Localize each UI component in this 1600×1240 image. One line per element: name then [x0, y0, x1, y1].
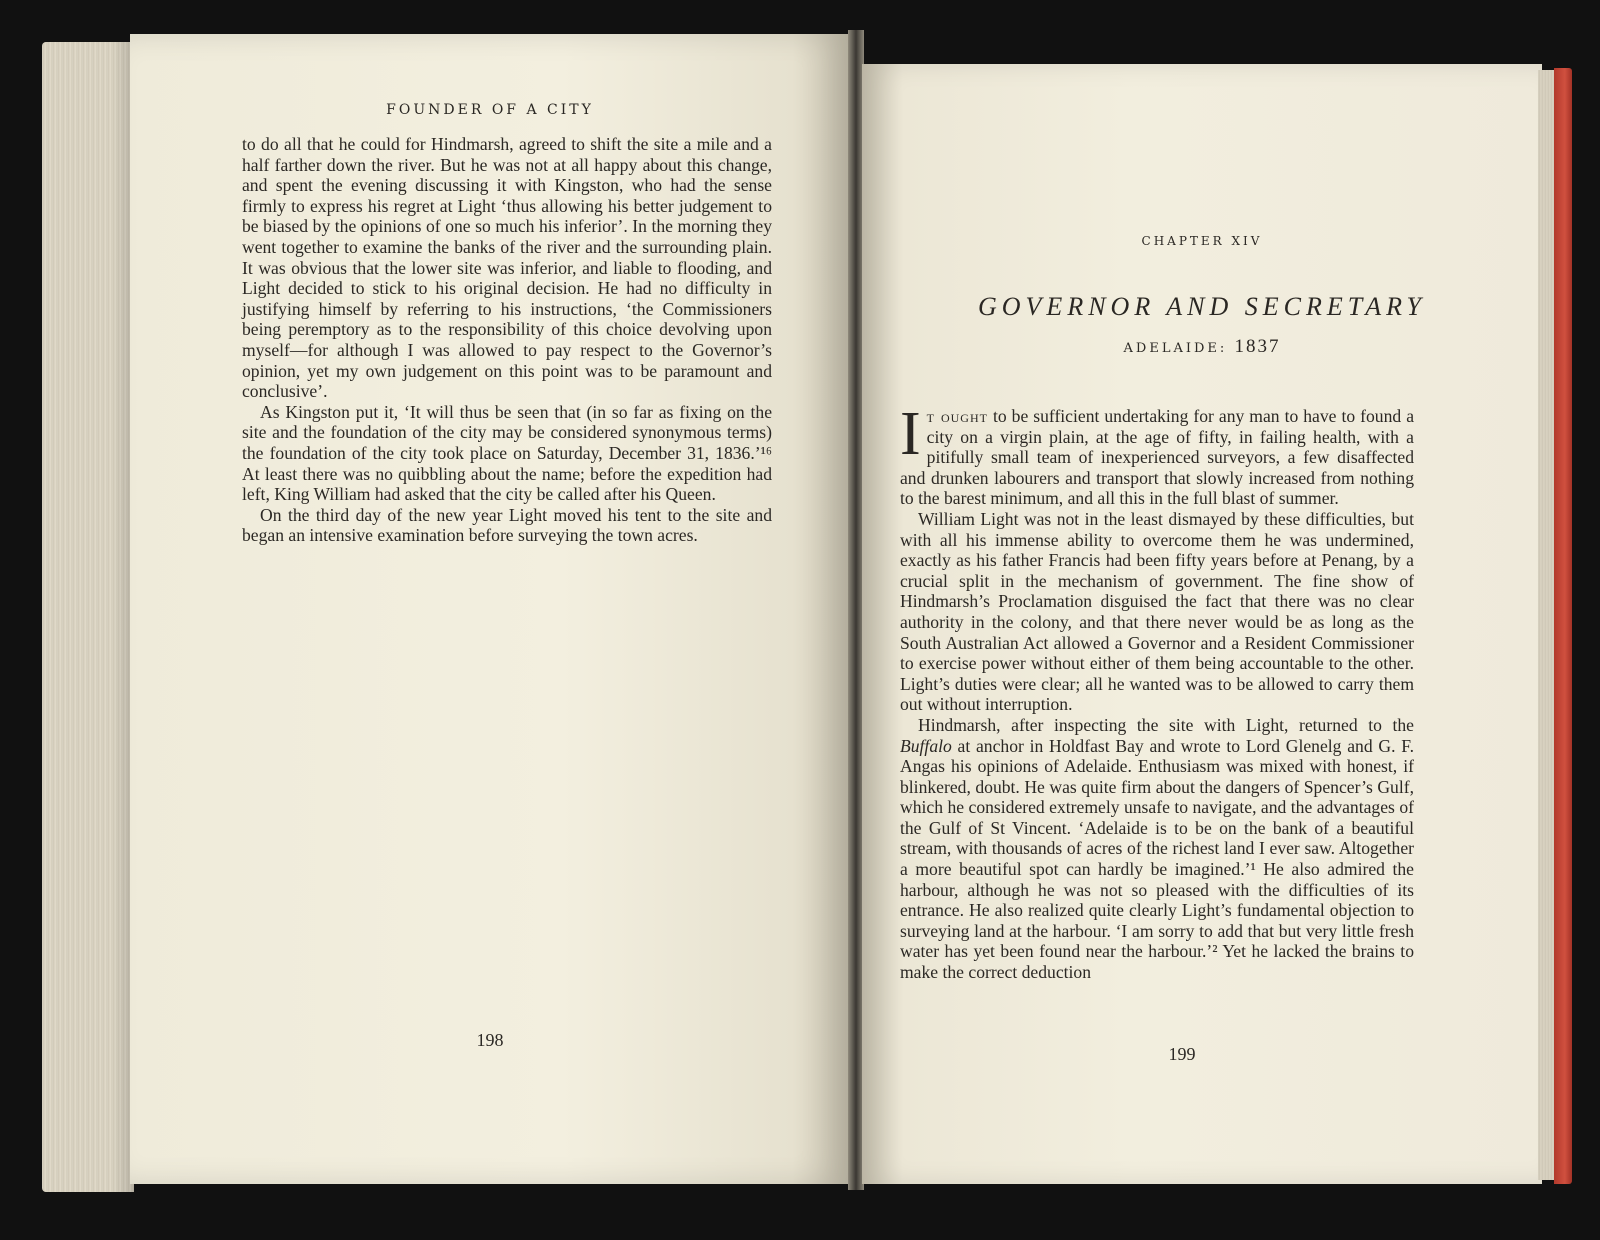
left-paragraph-1: to do all that he could for Hindmarsh, agreed to shift the site a mile and a half farther down the river. But he was not at all happy about this change, and spent the evening discussing it with Kingston, who had the sense firmly to express his regret at Light ‘thus allowing his better judgement to be biased by the opinions of one so much his inferior’. In the morning they went together to examine the banks of the river and the surrounding plain. It was obvious that the lower site was inferior, and liable to flooding, and Light decided to stick to his original decision. He had no difficulty in justifying himself by referring to his instructions, ‘the Commissioners being peremptory as to the responsibility of this choice devolving upon myself—for although I was allowed to pay respect to the Governor’s opinion, yet my own judgement on this point was to be paramount and conclusive’.	[242, 134, 772, 402]
chapter-title: GOVERNOR AND SECRETARY	[978, 292, 1426, 321]
right-page	[862, 64, 1542, 1184]
opening-words: t ought	[926, 406, 988, 426]
right-page-number: 199	[1168, 1044, 1196, 1064]
right-paragraph-2: William Light was not in the least dismayed by these difficulties, but with all his immense ability to overcome them he was undermined, exactly as his father Francis had been fifty years before at Penang, by a crucial split in the mechanism of government. The fine show of Hindmarsh’s Proclamation disguised the fact that there was no clear authority in the colony, and that there never would be as long as the South Australian Act allowed a Governor and a Resident Commissioner to exercise power without either of them being accountable to the other. Light’s duties were clear; all he wanted was to be allowed to carry them out without interruption.	[900, 508, 1414, 715]
chapter-label: CHAPTER XIV	[1141, 234, 1263, 248]
left-page-number: 198	[476, 1030, 504, 1050]
chapter-subtitle	[862, 336, 1542, 358]
left-page-edges	[42, 42, 134, 1192]
red-book-cover	[1554, 68, 1572, 1184]
right-paragraph-3-before: Hindmarsh, after inspecting the site with Light, returned to the	[918, 714, 1414, 735]
right-paragraph-1-text: to be sufficient undertaking for any man to have to found a city on a virgin plain, at the age of fifty, in failing health, with a pitifully small team of inexperienced surveyors, a few disaffected and drunken labourers and transport that slowly increased from nothing to the barest minimum, and all this in the full blast of summer.	[900, 406, 1414, 509]
right-paragraph-1	[900, 400, 1414, 509]
right-body-text	[900, 400, 1414, 983]
chapter-place: ADELAIDE:	[1123, 341, 1228, 356]
left-paragraph-3: On the third day of the new year Light moved his tent to the site and began an intensive examination before surveying the town acres.	[242, 504, 772, 546]
open-book	[42, 30, 1572, 1210]
left-body-text	[242, 134, 772, 546]
running-head: FOUNDER OF A CITY	[386, 102, 594, 118]
right-paragraph-3	[900, 715, 1414, 983]
left-page	[130, 34, 850, 1184]
ship-name: Buffalo	[900, 735, 952, 756]
right-paragraph-3-after: at anchor in Holdfast Bay and wrote to Lord Glenelg and G. F. Angas his opinions of Adelaide. Enthusiasm was mixed with honest, if blinkered, doubt. He was quite firm about the dangers of Spencer’s Gulf, which he considered extremely unsafe to navigate, and the advantages of the Gulf of St Vincent. ‘Adelaide is to be on the bank of a beautiful stream, with thousands of acres of the richest land I ever saw. Altogether a more beautiful spot can hardly be imagined.’¹ He also admired the harbour, although he was not so pleased with the difficulties of its entrance. He also realized quite clearly Light’s fundamental objection to surveying land at the harbour. ‘I am sorry to add that but very little fresh water has yet been found near the harbour.’² Yet he lacked the brains to make the correct deduction	[900, 735, 1414, 983]
chapter-year: 1837	[1234, 336, 1281, 357]
drop-cap: I	[900, 400, 921, 468]
left-paragraph-2: As Kingston put it, ‘It will thus be seen that (in so far as fixing on the site and the foundation of the city may be considered synonymous terms) the foundation of the city took place on Saturday, December 31, 1836.’¹⁶ At least there was no quibbling about the name; before the expedition had left, King William had asked that the city be called after his Queen.	[242, 401, 772, 505]
